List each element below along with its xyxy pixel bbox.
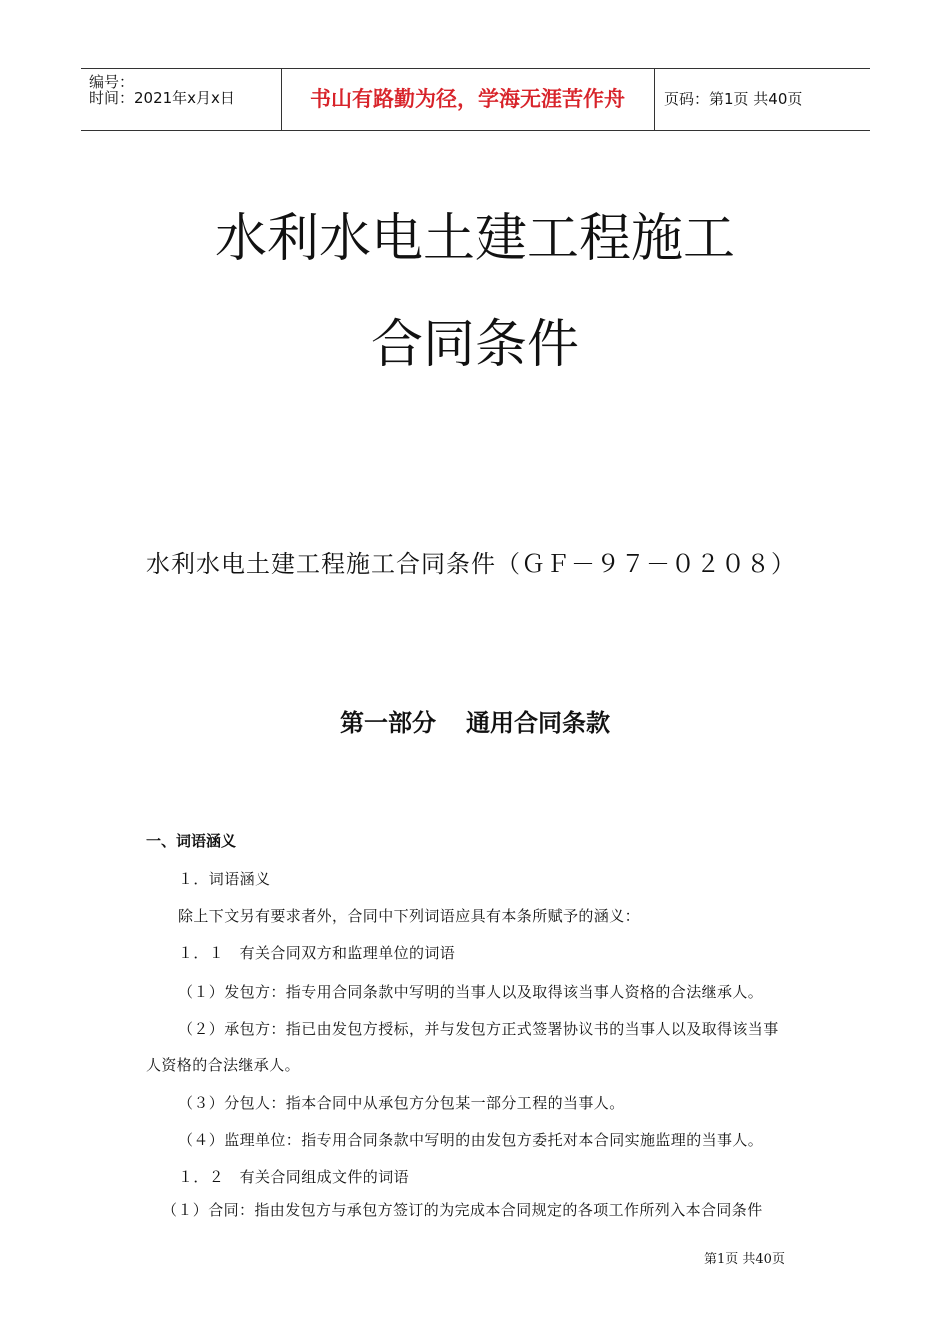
paragraph: （１）发包方：指专用合同条款中写明的当事人以及取得该当事人资格的合法继承人。 <box>178 983 764 1001</box>
document-subtitle: 水利水电土建工程施工合同条件（ＧＦ－９７－０２０８） <box>146 550 796 578</box>
paragraph: １．词语涵义 <box>178 870 271 888</box>
document-number-label: 编号： <box>89 73 135 91</box>
part-heading-left: 第一部分 <box>340 709 436 737</box>
page-footer: 第1页 共40页 <box>704 1252 785 1267</box>
document-time-label: 时间：2021年x月x日 <box>89 89 235 107</box>
document-title-line1: 水利水电土建工程施工 <box>214 209 735 269</box>
part-heading <box>0 703 950 738</box>
header-info-cell <box>81 69 282 130</box>
paragraph: （４）监理单位：指专用合同条款中写明的由发包方委托对本合同实施监理的当事人。 <box>178 1131 764 1149</box>
paragraph: 人资格的合法继承人。 <box>146 1056 301 1074</box>
paragraph: （２）承包方：指已由发包方授标，并与发包方正式签署协议书的当事人以及取得该当事 <box>178 1020 779 1038</box>
paragraph: （１）合同：指由发包方与承包方签订的为完成本合同规定的各项工作所列入本合同条件 <box>162 1201 763 1219</box>
header-page-code: 页码：第1页 共40页 <box>664 90 803 108</box>
section-heading: 一、词语涵义 <box>146 832 237 850</box>
paragraph: １．２ 有关合同组成文件的词语 <box>178 1168 410 1186</box>
part-heading-right: 通用合同条款 <box>466 709 610 737</box>
paragraph: １．１ 有关合同双方和监理单位的词语 <box>178 944 456 962</box>
paragraph: （３）分包人：指本合同中从承包方分包某一部分工程的当事人。 <box>178 1094 625 1112</box>
header-motto: 书山有路勤为径，学海无涯苦作舟 <box>281 69 655 130</box>
page-header <box>81 68 870 131</box>
paragraph: 除上下文另有要求者外，合同中下列词语应具有本条所赋予的涵义： <box>178 907 641 925</box>
document-title-line2: 合同条件 <box>370 315 579 375</box>
